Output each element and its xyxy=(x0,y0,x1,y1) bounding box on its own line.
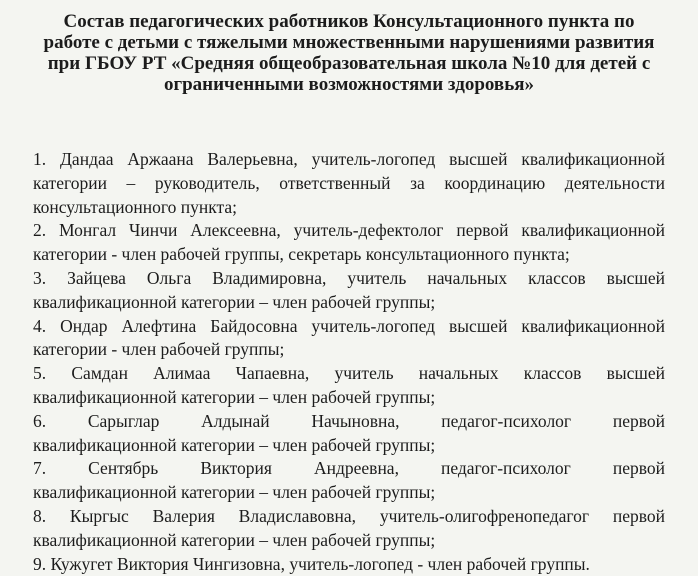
member-item xyxy=(33,219,665,267)
member-line: консультационного пункта; xyxy=(33,196,237,217)
member-item xyxy=(33,505,665,553)
document-title xyxy=(14,11,684,95)
member-line: квалификационной категории – член рабочей группы; xyxy=(33,434,436,455)
member-line: 8. Кыргыс Валерия Владиславовна, учитель-олигофренопедагог первой xyxy=(33,505,665,526)
members-list xyxy=(33,148,665,576)
member-line: 4. Ондар Алефтина Байдосовна учитель-логопед высшей квалификационной xyxy=(33,315,665,336)
member-line: категории - член рабочей группы; xyxy=(33,339,285,360)
member-item xyxy=(33,553,665,576)
member-item xyxy=(33,267,665,315)
member-line: 6. Сарыглар Алдынай Начыновна, педагог-психолог первой xyxy=(33,410,665,431)
member-line: 7. Сентябрь Виктория Андреевна, педагог-психолог первой xyxy=(33,458,665,479)
member-line: квалификационной категории – член рабочей группы; xyxy=(33,386,436,407)
member-item xyxy=(33,315,665,363)
title-line: при ГБОУ РТ «Средняя общеобразовательная школа №10 для детей с xyxy=(47,53,651,74)
member-item xyxy=(33,457,665,505)
member-item xyxy=(33,410,665,458)
member-line: 1. Дандаа Аржаана Валерьевна, учитель-логопед высшей квалификационной xyxy=(33,149,665,169)
member-line: квалификационной категории – член рабочей группы; xyxy=(33,291,436,312)
member-item xyxy=(33,148,665,219)
member-line: квалификационной категории – член рабочей группы; xyxy=(33,529,436,550)
member-line: 9. Кужугет Виктория Чингизовна, учитель-логопед - член рабочей группы. xyxy=(33,553,590,574)
member-item xyxy=(33,362,665,410)
member-line: 5. Самдан Алимаа Чапаевна, учитель начальных классов высшей xyxy=(33,363,665,384)
member-line: квалификационной категории – член рабочей группы; xyxy=(33,482,436,503)
member-line: 3. Зайцева Ольга Владимировна, учитель начальных классов высшей xyxy=(33,267,665,288)
member-line: категории - член рабочей группы, секретарь консультационного пункта; xyxy=(33,244,570,265)
member-line: 2. Монгал Чинчи Алексеевна, учитель-дефектолог первой квалификационной xyxy=(33,220,665,241)
title-line: работе с детьми с тяжелыми множественными нарушениями развития xyxy=(43,32,655,53)
member-line: категории – руководитель, ответственный за координацию деятельности xyxy=(33,172,665,193)
title-line: Состав педагогических работников Консультационного пункта по xyxy=(63,11,635,32)
title-line: ограниченными возможностями здоровья» xyxy=(163,74,535,95)
